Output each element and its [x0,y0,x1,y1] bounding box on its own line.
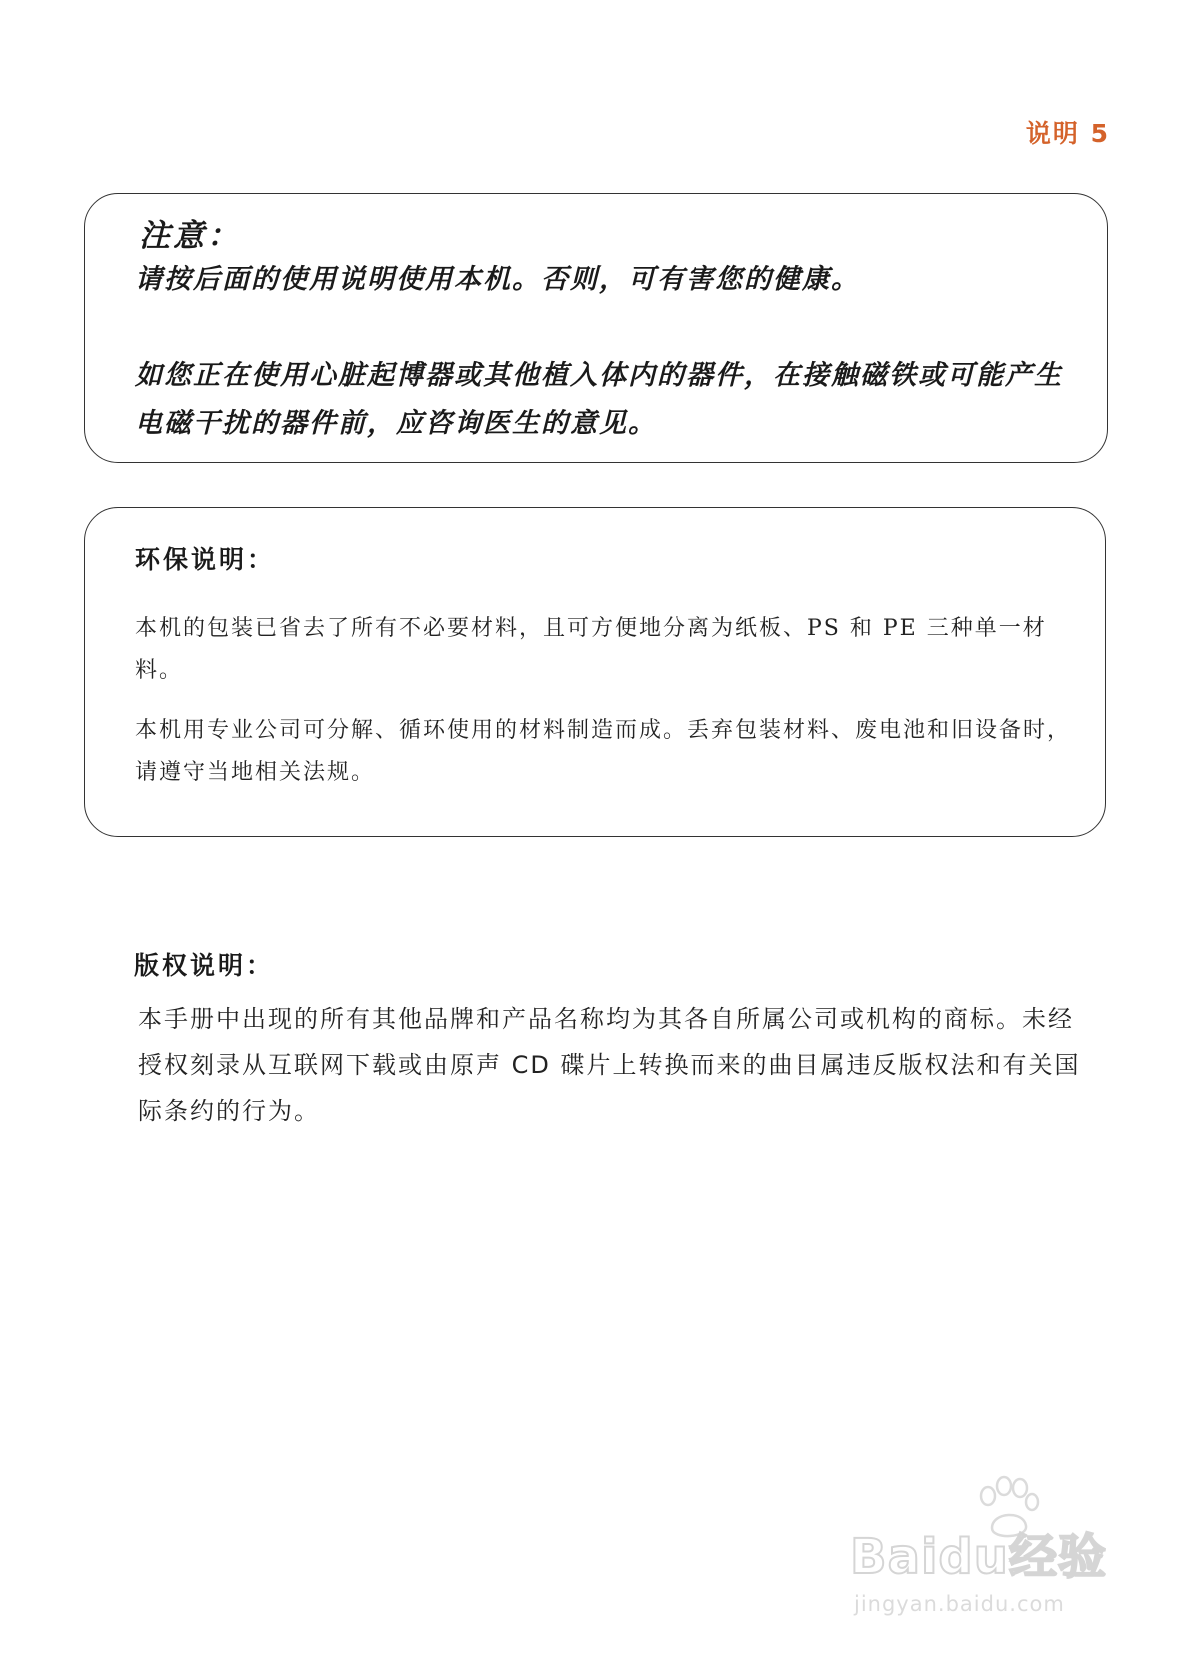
watermark-logo: Baidu经验 [850,1529,1107,1585]
watermark-url: jingyan.baidu.com [854,1592,1065,1616]
baidu-watermark [850,1500,1140,1630]
environment-title: 环保说明： [135,545,276,574]
caution-title: 注意： [139,218,241,254]
page-number: 说明 5 [1025,119,1110,148]
caution-paragraph: 请按后面的使用说明使用本机。否则，可有害您的健康。 [135,264,860,295]
copyright-paragraph: 本手册中出现的所有其他品牌和产品名称均为其各自所属公司或机构的商标。未经授权刻录从互联网下载或由原声 CD 碟片上转换而来的曲目属违反版权法和有关国际条约的行为。 [138,1005,1081,1125]
caution-paragraph: 如您正在使用心脏起博器或其他植入体内的器件，在接触磁铁或可能产生电磁干扰的器件前，应咨询医生的意见。 [135,360,1063,439]
environment-paragraph: 本机用专业公司可分解、循环使用的材料制造而成。丢弃包装材料、废电池和旧设备时，请遵守当地相关法规。 [135,718,1072,785]
copyright-title: 版权说明： [134,951,275,980]
environment-paragraph: 本机的包装已省去了所有不必要材料，且可方便地分离为纸板、PS 和 PE 三种单一材料。 [135,616,1047,683]
caution-box [84,193,1108,463]
environment-box [84,507,1106,837]
